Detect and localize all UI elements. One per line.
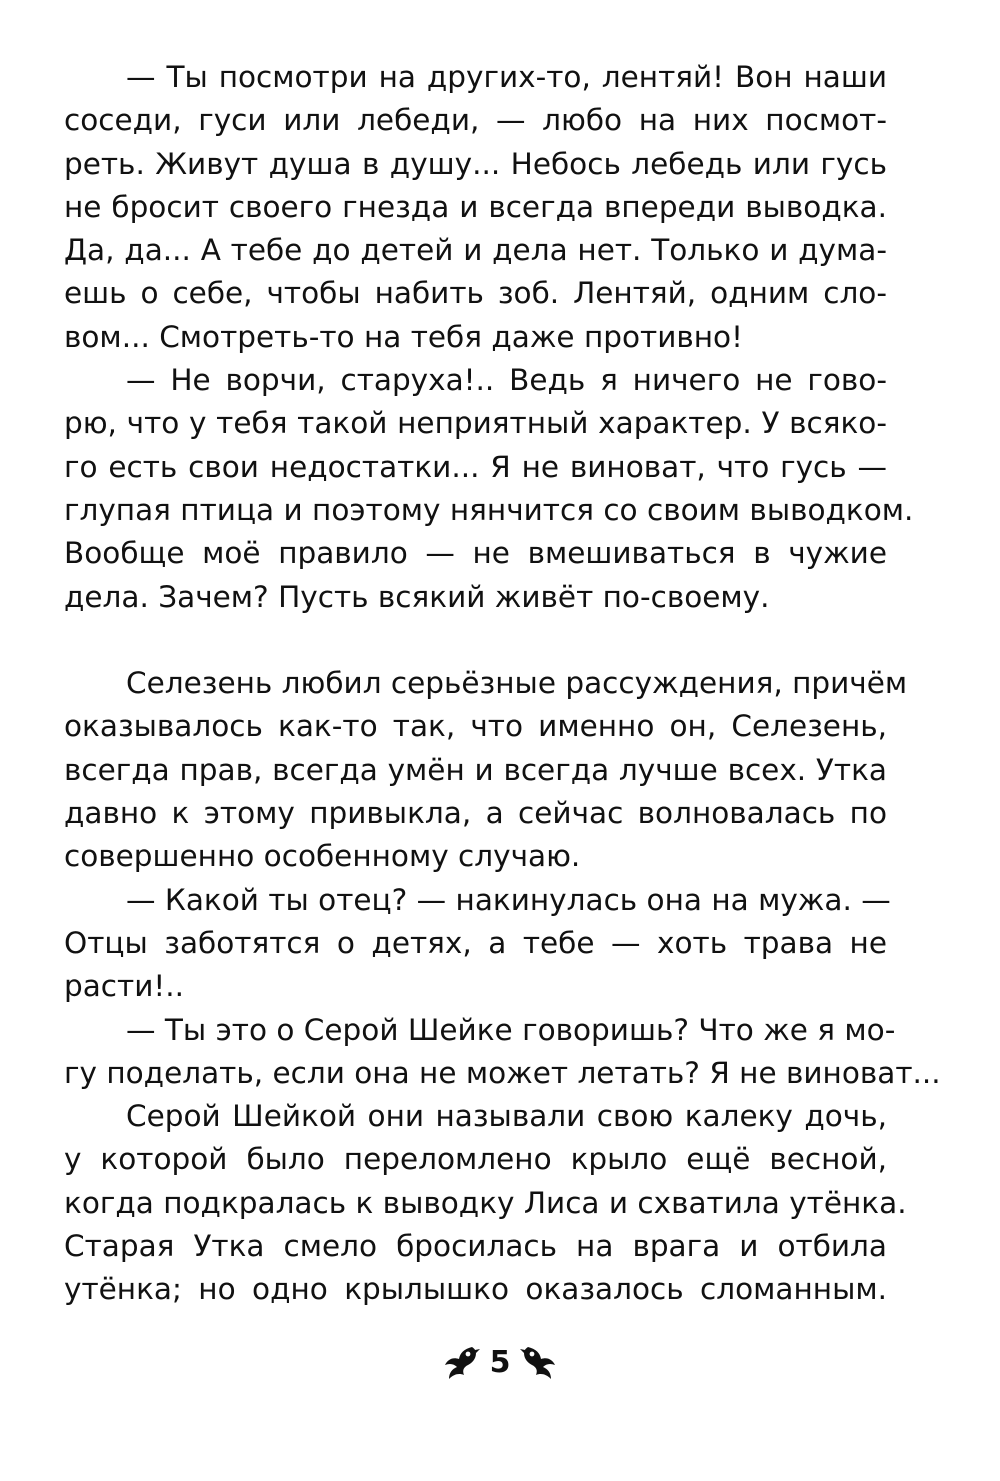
text-line: Да, да... А тебе до детей и дела нет. Только и дума- (64, 233, 887, 268)
text-line: глупая птица и поэтому нянчится со своим выводком. (64, 492, 914, 527)
text-line: не бросит своего гнезда и всегда впереди выводка. (64, 189, 887, 224)
text-line: Серой Шейкой они называли свою калеку дочь, (126, 1099, 887, 1134)
text-line: ешь о себе, чтобы набить зоб. Лентяй, одним сло- (64, 276, 887, 311)
text-line: — Не ворчи, старуха!.. Ведь я ничего не гово- (126, 363, 887, 398)
text-line: — Ты это о Серой Шейке говоришь? Что же я мо- (126, 1012, 896, 1047)
text-line: Селезень любил серьёзные рассуждения, причём (126, 666, 908, 701)
text-line: расти!.. (64, 969, 184, 1004)
paragraph (64, 359, 914, 619)
text-line: оказывалось как-то так, что именно он, Селезень, (64, 709, 887, 744)
bird-ornament-icon (442, 1343, 482, 1383)
text-line: дела. Зачем? Пусть всякий живёт по-своему. (64, 579, 770, 614)
bird-ornament-icon (518, 1343, 558, 1383)
text-line: всегда прав, всегда умён и всегда лучше всех. Утка (64, 752, 887, 787)
paragraph (64, 1095, 907, 1311)
text-line: утёнка; но одно крылышко оказалось сломанным. (64, 1272, 887, 1307)
page-body (64, 56, 941, 1312)
text-line: — Какой ты отец? — накинулась она на мужа. — (126, 882, 891, 917)
paragraph (64, 56, 887, 359)
text-line: совершенно особенному случаю. (64, 839, 581, 874)
text-line: го есть свои недостатки... Я не виноват, что гусь — (64, 449, 887, 484)
text-line: Вообще моё правило — не вмешиваться в чужие (64, 536, 887, 571)
paragraph (64, 1009, 941, 1096)
text-line: Старая Утка смело бросилась на врага и отбила (64, 1229, 887, 1264)
page-footer (0, 1338, 1000, 1388)
paragraph (64, 662, 908, 878)
page-number: 5 (489, 1345, 511, 1380)
text-line: рю, что у тебя такой неприятный характер. У всяко- (64, 406, 887, 441)
text-line: реть. Живут душа в душу... Небось лебедь или гусь (64, 146, 887, 181)
section-break (64, 619, 887, 662)
text-line: — Ты посмотри на других-то, лентяй! Вон наши (126, 60, 887, 94)
text-line: Отцы заботятся о детях, а тебе — хоть трава не (64, 925, 887, 960)
text-line: когда подкралась к выводку Лиса и схватила утёнка. (64, 1185, 907, 1220)
paragraph (64, 879, 891, 1009)
text-line: давно к этому привыкла, а сейчас волновалась по (64, 796, 887, 831)
text-line: у которой было переломлено крыло ещё весной, (64, 1142, 887, 1177)
text-line: гу поделать, если она не может летать? Я не виноват... (64, 1055, 941, 1090)
text-line: соседи, гуси или лебеди, — любо на них посмот- (64, 103, 887, 138)
text-line: вом... Смотреть-то на тебя даже противно! (64, 319, 743, 354)
